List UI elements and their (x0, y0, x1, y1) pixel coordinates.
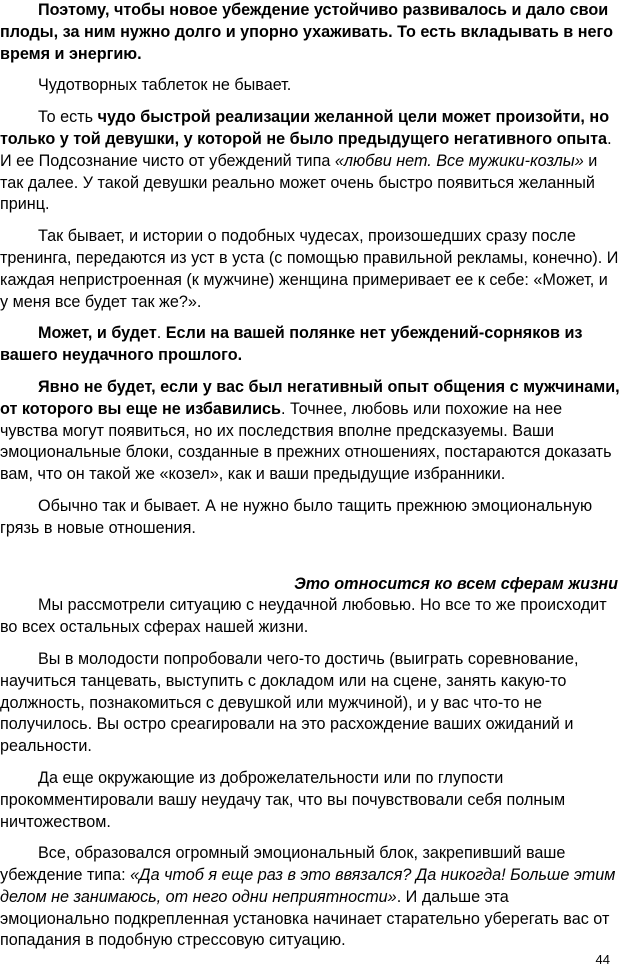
body-text: То есть (38, 108, 98, 127)
body-text: Вы в молодости попробовали чего-то достичь (выиграть соревнование, научиться танцевать, выступить с докладом или на сцене, занять какую-то должность, познакомиться с девушкой или мужчиной), и у вас что-то не получилось. Вы остро среагировали на это расхождение ваших ожиданий и реальности. (0, 649, 579, 756)
italic-quote: «любви нет. Все мужики-козлы» (334, 151, 584, 170)
section-heading: Это относится ко всем сферам жизни (294, 574, 618, 593)
bold-text: Если на вашей полянке нет убеждений-сорняков из вашего неудачного прошлого. (0, 324, 583, 365)
paragraph-2 (0, 75, 620, 97)
paragraph-1 (0, 0, 620, 65)
body-text: . (156, 324, 166, 343)
paragraph-11 (0, 843, 620, 952)
body-text: Мы рассмотрели ситуацию с неудачной любовью. Но все то же происходит во всех остальных сферах нашей жизни. (0, 596, 607, 637)
bold-text: Поэтому, чтобы новое убеждение устойчиво развивалось и дало свои плоды, за ним нужно долго и упорно ухаживать. То есть вкладывать в него время и энергию. (0, 1, 613, 63)
bold-text: Явно не будет, если у вас был негативный опыт общения с мужчинами, от которого вы еще не избавились (0, 377, 620, 418)
body-text: Обычно так и бывает. А не нужно было тащить прежнюю эмоциональную грязь в новые отношения. (0, 496, 593, 537)
body-text: . И ее Подсознание чисто от убеждений типа (0, 129, 612, 170)
paragraph-5 (0, 323, 620, 367)
body-text: Да еще окружающие из доброжелательности или по глупости прокомментировали вашу неудачу так, что вы почувствовали себя полным ничтожеством. (0, 768, 566, 831)
section-spacer (0, 550, 620, 574)
paragraph-3 (0, 107, 620, 216)
body-text: Так бывает, и истории о подобных чудесах, произошедших сразу после тренинга, передаются из уст в уста (с помощью правильной рекламы, конечно). И каждая непристроенная (к мужчине) женщина примеривает ее к себе: «Может, и у меня все будет так же?». (0, 227, 619, 311)
paragraph-10 (0, 768, 620, 833)
paragraph-9 (0, 649, 620, 758)
body-text: Все, образовался огромный эмоциональный блок, закрепивший ваше убеждение типа: (0, 844, 566, 885)
paragraph-7 (0, 496, 620, 540)
body-text: . Точнее, любовь или похожие на нее чувства могут появиться, но их последствия вполне предсказуемы. Ваши эмоциональные блоки, созданные в прежних отношениях, постараются доказать вам, что он такой же «козел», как и ваши предыдущие избранники. (0, 399, 612, 484)
paragraph-6 (0, 377, 620, 486)
body-text: . И дальше эта эмоционально подкрепленная установка начинает старательно уберегать вас от попадания в подобную стрессовую ситуацию. (0, 887, 610, 950)
paragraph-8 (0, 595, 620, 639)
italic-quote: «Да чтоб я еще раз в это ввязался? Да никогда! Больше этим делом не занимаюсь, от него одни неприятности» (0, 866, 616, 906)
bold-text: Может, и будет (38, 324, 157, 343)
page-number: 44 (595, 952, 610, 967)
bold-text: чудо быстрой реализации желанной цели может произойти, но только у той девушки, у которой не было предыдущего негативного опыта (0, 108, 610, 148)
body-text: Чудотворных таблеток не бывает. (38, 76, 292, 95)
paragraph-4 (0, 226, 620, 313)
body-text: и так далее. У такой девушки реально может очень быстро появиться желанный принц. (0, 151, 598, 214)
